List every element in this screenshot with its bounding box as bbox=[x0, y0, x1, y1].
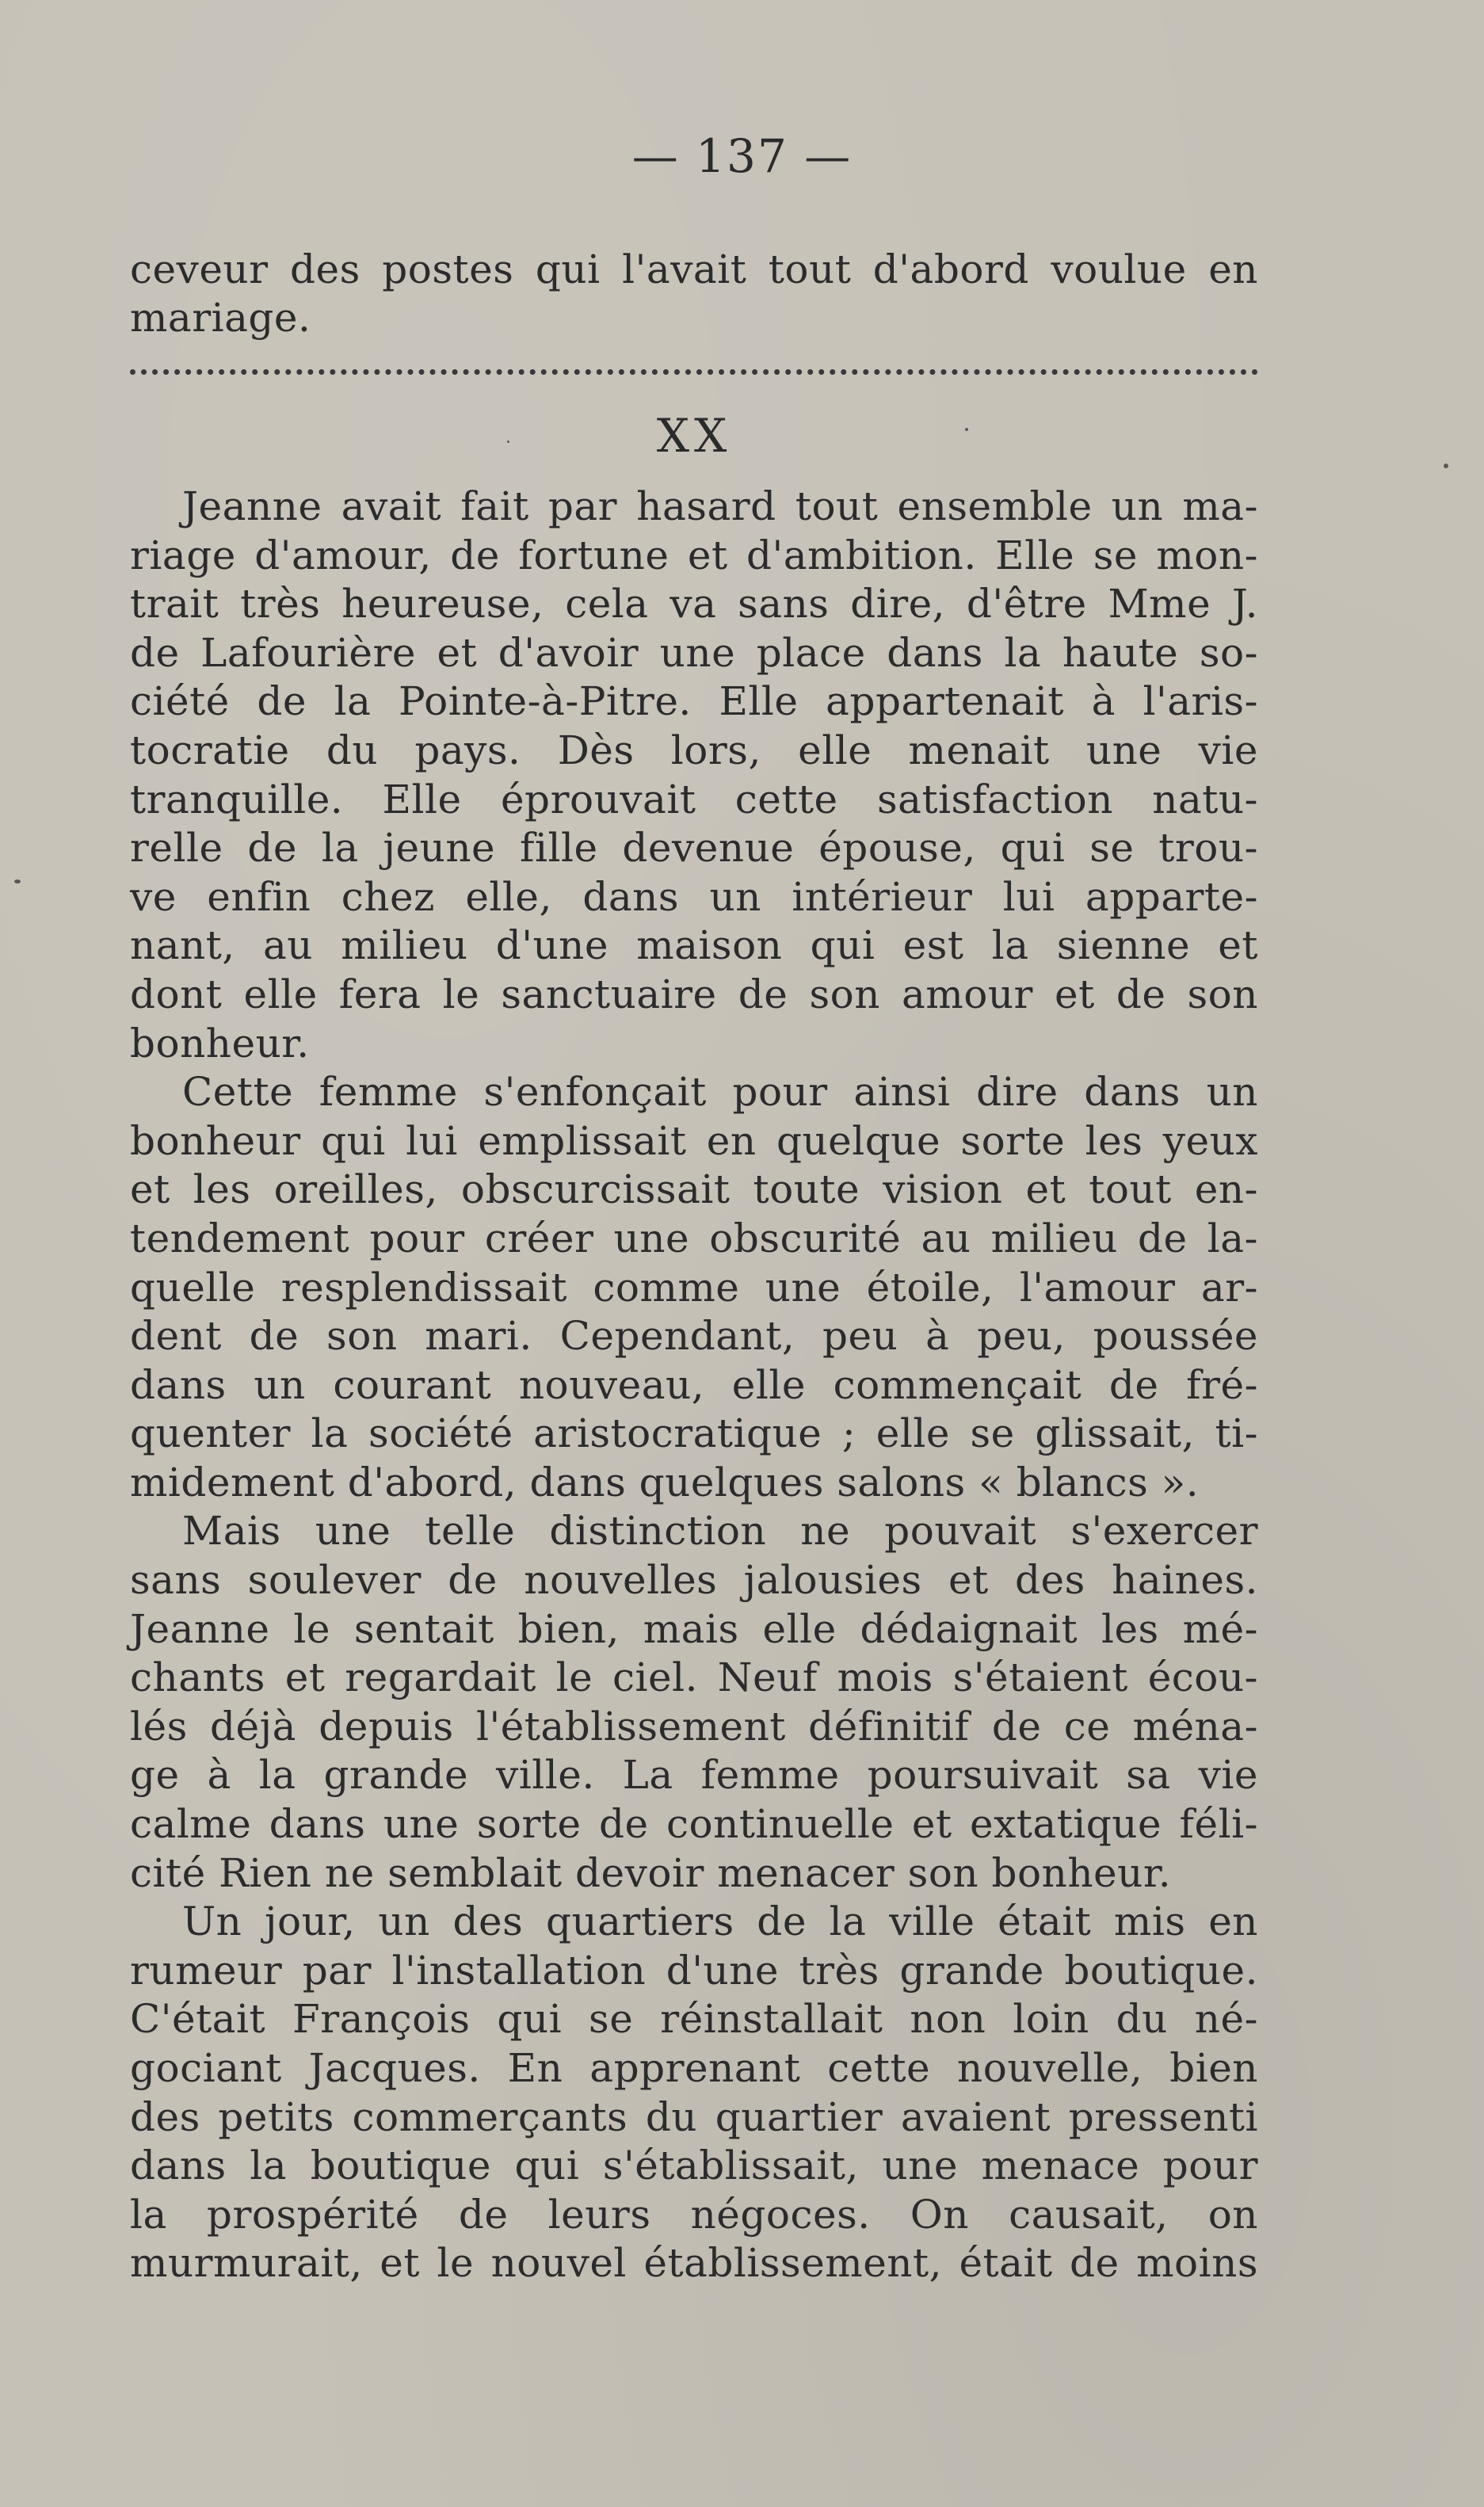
text-block bbox=[130, 246, 1258, 2288]
text-line: lés déjà depuis l'établissement définitif de ce ména- bbox=[130, 1703, 1258, 1750]
text-line: mariage. bbox=[130, 295, 311, 341]
text-line: Jeanne le sentait bien, mais elle dédaignait les mé- bbox=[130, 1605, 1258, 1652]
text-line: tocratie du pays. Dès lors, elle menait une vie bbox=[130, 727, 1258, 773]
text-line: dans un courant nouveau, elle commençait de fré- bbox=[130, 1361, 1258, 1408]
text-line: dent de son mari. Cependant, peu à peu, poussée bbox=[130, 1313, 1258, 1360]
text-line: ge à la grande ville. La femme poursuivait sa vie bbox=[130, 1752, 1258, 1799]
paragraph-1 bbox=[130, 483, 1258, 1068]
text-line: la prospérité de leurs négoces. On causait, on bbox=[130, 2191, 1258, 2238]
text-line: quenter la société aristocratique ; elle se glissait, ti- bbox=[130, 1410, 1258, 1457]
text-line: de Lafourière et d'avoir une place dans la haute so- bbox=[130, 629, 1258, 676]
text-line: calme dans une sorte de continuelle et extatique féli- bbox=[130, 1801, 1258, 1848]
text-line: et les oreilles, obscurcissait toute vision et tout en- bbox=[130, 1166, 1258, 1213]
text-line: bonheur qui lui emplissait en quelque sorte les yeux bbox=[130, 1117, 1258, 1164]
text-line: murmurait, et le nouvel établissement, était de moins bbox=[130, 2240, 1258, 2287]
text-line: ve enfin chez elle, dans un intérieur lui apparte- bbox=[130, 873, 1258, 920]
text-line: riage d'amour, de fortune et d'ambition. Elle se mon- bbox=[130, 532, 1258, 578]
paper-speck bbox=[14, 880, 21, 883]
text-line: chants et regardait le ciel. Neuf mois s'étaient écou- bbox=[130, 1654, 1258, 1701]
intro-paragraph bbox=[130, 246, 1258, 342]
text-line: quelle resplendissait comme une étoile, l'amour ar- bbox=[130, 1264, 1258, 1311]
text-line: tranquille. Elle éprouvait cette satisfaction natu- bbox=[130, 776, 1258, 822]
text-line: Un jour, un des quartiers de la ville était mis en bbox=[182, 1898, 1258, 1945]
text-line: rumeur par l'installation d'une très grande boutique. bbox=[130, 1947, 1258, 1994]
text-line: nant, au milieu d'une maison qui est la sienne et bbox=[130, 922, 1258, 969]
text-line: sans soulever de nouvelles jalousies et des haines. bbox=[130, 1557, 1258, 1604]
text-line: C'était François qui se réinstallait non loin du né- bbox=[130, 1996, 1258, 2043]
page-number: — 137 — bbox=[631, 129, 853, 183]
text-line: tendement pour créer une obscurité au milieu de la- bbox=[130, 1215, 1258, 1261]
paper-speck bbox=[1444, 464, 1448, 468]
text-line: dans la boutique qui s'établissait, une menace pour bbox=[130, 2143, 1258, 2189]
text-line: Jeanne avait fait par hasard tout ensemble un ma- bbox=[182, 483, 1258, 529]
text-line: gociant Jacques. En apprenant cette nouvelle, bien bbox=[130, 2045, 1258, 2091]
paragraph-3 bbox=[130, 1507, 1258, 1898]
text-line: cité Rien ne semblait devoir menacer son bonheur. bbox=[130, 1849, 1172, 1896]
text-line: ciété de la Pointe-à-Pitre. Elle appartenait à l'aris- bbox=[130, 678, 1258, 725]
text-line: relle de la jeune fille devenue épouse, qui se trou- bbox=[130, 825, 1258, 872]
text-line: Cette femme s'enfonçait pour ainsi dire dans un bbox=[182, 1069, 1258, 1116]
paragraph-2 bbox=[130, 1068, 1258, 1507]
text-line: dont elle fera le sanctuaire de son amour et de son bbox=[130, 971, 1258, 1017]
text-line: Mais une telle distinction ne pouvait s'exercer bbox=[182, 1508, 1258, 1555]
text-line: bonheur. bbox=[130, 1020, 310, 1067]
paper-speck bbox=[965, 428, 968, 431]
text-line: midement d'abord, dans quelques salons « blancs ». bbox=[130, 1459, 1200, 1505]
text-line: des petits commerçants du quartier avaient pressenti bbox=[130, 2093, 1258, 2140]
text-line: ceveur des postes qui l'avait tout d'abord voulue en bbox=[130, 246, 1258, 292]
chapter-heading: XX bbox=[656, 409, 732, 463]
paragraph-4 bbox=[130, 1898, 1258, 2288]
paper-speck bbox=[507, 441, 509, 443]
text-line: trait très heureuse, cela va sans dire, d'être Mme J. bbox=[130, 581, 1258, 628]
dotted-separator bbox=[130, 369, 1258, 399]
